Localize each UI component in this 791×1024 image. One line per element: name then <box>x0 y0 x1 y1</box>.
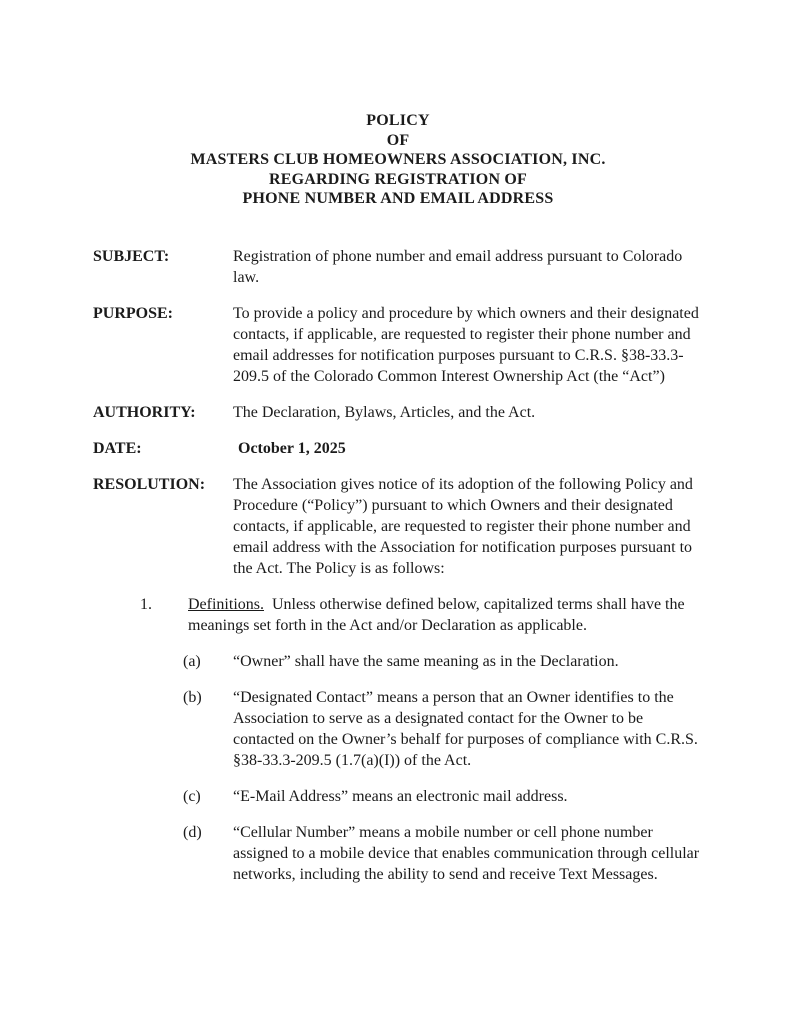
meta-row-date <box>93 438 703 459</box>
section-intro: Unless otherwise defined below, capitalized terms shall have the meanings set forth in the Act and/or Declaration as applicable. <box>188 595 685 634</box>
title-line: PHONE NUMBER AND EMAIL ADDRESS <box>242 190 554 207</box>
section-heading: Definitions. <box>188 595 264 613</box>
definition-item-b <box>93 687 703 771</box>
meta-value-purpose: To provide a policy and procedure by which owners and their designated contacts, if applicable, are requested to register their phone number and email addresses for notification purposes pursuant to C.R.S. §38-33.3-209.5 of the Colorado Common Interest Ownership Act (the “Act”) <box>233 304 699 385</box>
meta-row-resolution <box>93 474 703 579</box>
title-line: OF <box>386 131 410 149</box>
section-1-definitions <box>93 594 703 636</box>
meta-row-authority <box>93 402 703 423</box>
definition-marker-b: (b) <box>183 688 202 706</box>
section-number: 1. <box>140 595 152 613</box>
definition-text-b: “Designated Contact” means a person that an Owner identifies to the Association to serve as a designated contact for the Owner to be contacted on the Owner’s behalf for purposes of compliance with C.R.S. §38-33.3-209.5 (1.7(a)(I)) of the Act. <box>233 688 698 769</box>
meta-value-subject: Registration of phone number and email address pursuant to Colorado law. <box>233 247 683 286</box>
document-title-block <box>93 111 703 209</box>
definition-item-c <box>93 786 703 807</box>
definition-marker-a: (a) <box>183 652 201 670</box>
meta-label-subject: SUBJECT: <box>93 247 170 265</box>
meta-section <box>93 246 703 579</box>
title-line: POLICY <box>366 112 430 129</box>
meta-row-purpose <box>93 303 703 387</box>
meta-value-authority: The Declaration, Bylaws, Articles, and the Act. <box>233 403 536 421</box>
meta-label-resolution: RESOLUTION: <box>93 475 206 493</box>
definition-marker-c: (c) <box>183 787 201 805</box>
title-line: REGARDING REGISTRATION OF <box>268 170 528 188</box>
definition-text-a: “Owner” shall have the same meaning as in the Declaration. <box>233 652 619 670</box>
definitions-section <box>93 594 703 885</box>
meta-label-authority: AUTHORITY: <box>93 403 196 421</box>
meta-value-date: October 1, 2025 <box>238 439 346 457</box>
meta-label-purpose: PURPOSE: <box>93 304 173 322</box>
definition-text-d: “Cellular Number” means a mobile number or cell phone number assigned to a mobile device that enables communication through cellular networks, including the ability to send and receive Text Messages. <box>233 823 700 883</box>
definition-item-d <box>93 822 703 885</box>
definition-item-a <box>93 651 703 672</box>
title-line: MASTERS CLUB HOMEOWNERS ASSOCIATION, INC. <box>190 151 606 168</box>
meta-label-date: DATE: <box>93 439 142 457</box>
definition-marker-d: (d) <box>183 823 202 841</box>
meta-row-subject <box>93 246 703 288</box>
definition-text-c: “E-Mail Address” means an electronic mail address. <box>233 787 568 805</box>
meta-value-resolution: The Association gives notice of its adoption of the following Policy and Procedure (“Policy”) pursuant to which Owners and their designated contacts, if applicable, are requested to register their phone number and email address with the Association for notification purposes pursuant to the Act. The Policy is as follows: <box>233 475 693 577</box>
